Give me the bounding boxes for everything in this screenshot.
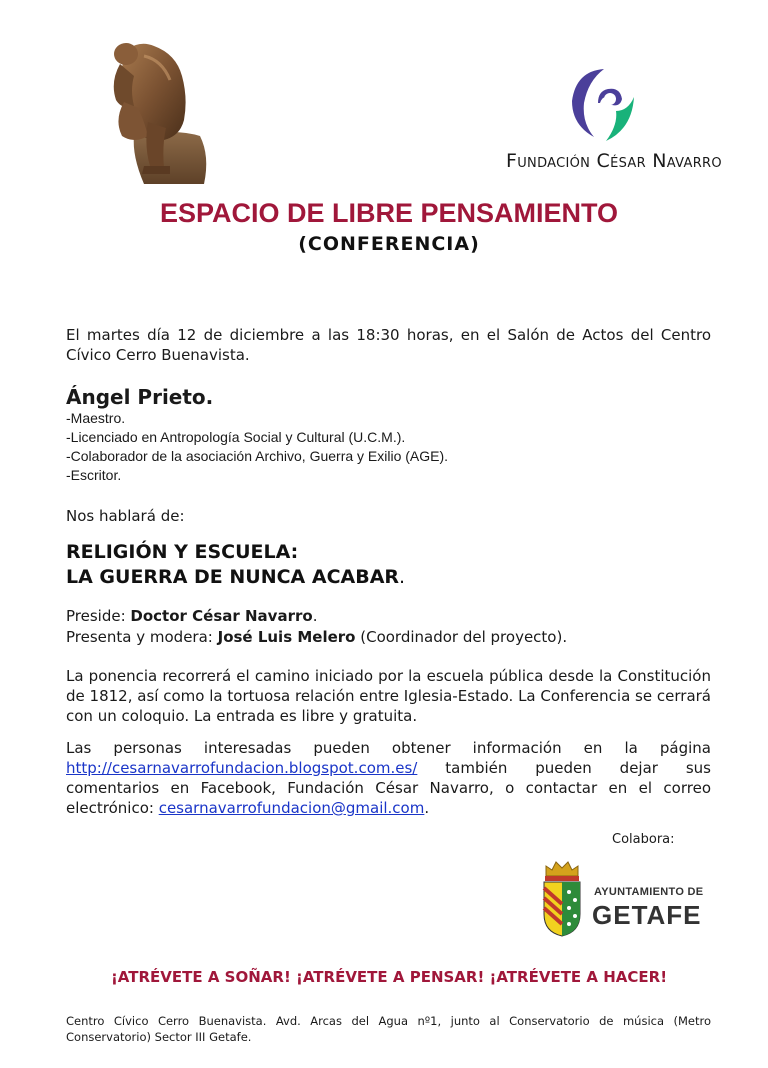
credential-item: -Escritor.	[66, 467, 122, 483]
thinker-sculpture-image	[104, 36, 216, 186]
presenta-label: Presenta y modera:	[66, 628, 218, 646]
blog-link[interactable]: http://cesarnavarrofundacion.blogspot.com.es/	[66, 759, 418, 777]
talk-title-line2: LA GUERRA DE NUNCA ACABAR	[66, 566, 400, 588]
speaker-credentials	[66, 409, 448, 485]
preside-label: Preside:	[66, 607, 131, 625]
footer-address: Centro Cívico Cerro Buenavista. Avd. Arcas del Agua nº1, junto al Conservatorio de música (Metro Conservatorio) Sector III Getafe.	[66, 1014, 711, 1044]
collabora-label: Colabora:	[612, 832, 675, 847]
roles	[66, 606, 567, 648]
talk-title	[66, 540, 405, 590]
presenta-line	[66, 627, 567, 648]
preside-end: .	[312, 607, 318, 625]
getafe-logo	[540, 858, 704, 938]
contact-text-end: .	[424, 799, 430, 817]
speaker-name: Ángel Prieto.	[66, 385, 214, 409]
event-datetime-text: El martes día 12 de diciembre a las 18:30 horas, en el Salón de Actos del Centro Cívico Cerro Buenavista.	[66, 326, 711, 364]
fundacion-logo-text: Fundación César Navarro	[506, 150, 722, 172]
contact-text-middle: también pueden dejar sus comentarios en Facebook, Fundación César Navarro, o contactar en el correo electrónico:	[66, 759, 711, 817]
talk-title-period: .	[399, 566, 406, 588]
credential-item: -Maestro.	[66, 410, 126, 426]
contact-paragraph	[66, 738, 711, 818]
getafe-coat-of-arms-icon	[540, 858, 584, 938]
page-title: ESPACIO DE LIBRE PENSAMIENTO	[159, 198, 619, 228]
page-subtitle: (CONFERENCIA)	[298, 233, 480, 255]
presenta-note: (Coordinador del proyecto).	[355, 628, 568, 646]
contact-text-before: Las personas interesadas pueden obtener información en la página	[66, 739, 711, 757]
credential-item: -Licenciado en Antropología Social y Cultural (U.C.M.).	[66, 429, 406, 445]
credential-item: -Colaborador de la asociación Archivo, Guerra y Exilio (AGE).	[66, 448, 449, 464]
fundacion-emblem-icon	[568, 67, 636, 143]
slogan: ¡ATRÉVETE A SOÑAR! ¡ATRÉVETE A PENSAR! ¡ATRÉVETE A HACER!	[110, 968, 668, 986]
getafe-org-line1: AYUNTAMIENTO DE	[594, 886, 704, 898]
preside-name: Doctor César Navarro	[130, 607, 313, 625]
getafe-org-line2: GETAFE	[592, 900, 702, 930]
fundacion-logo	[500, 62, 722, 180]
preside-line	[66, 606, 567, 627]
email-link[interactable]: cesarnavarrofundacion@gmail.com	[158, 799, 425, 817]
presenta-name: José Luis Melero	[217, 628, 356, 646]
talk-title-line1: RELIGIÓN Y ESCUELA:	[66, 541, 299, 563]
talk-description: La ponencia recorrerá el camino iniciado por la escuela pública desde la Constitución de 1812, así como la tortuosa relación entre Iglesia-Estado. La Conferencia se cerrará con un coloquio. La entrada es libre y gratuita.	[66, 667, 711, 725]
talk-intro: Nos hablará de:	[66, 507, 185, 525]
